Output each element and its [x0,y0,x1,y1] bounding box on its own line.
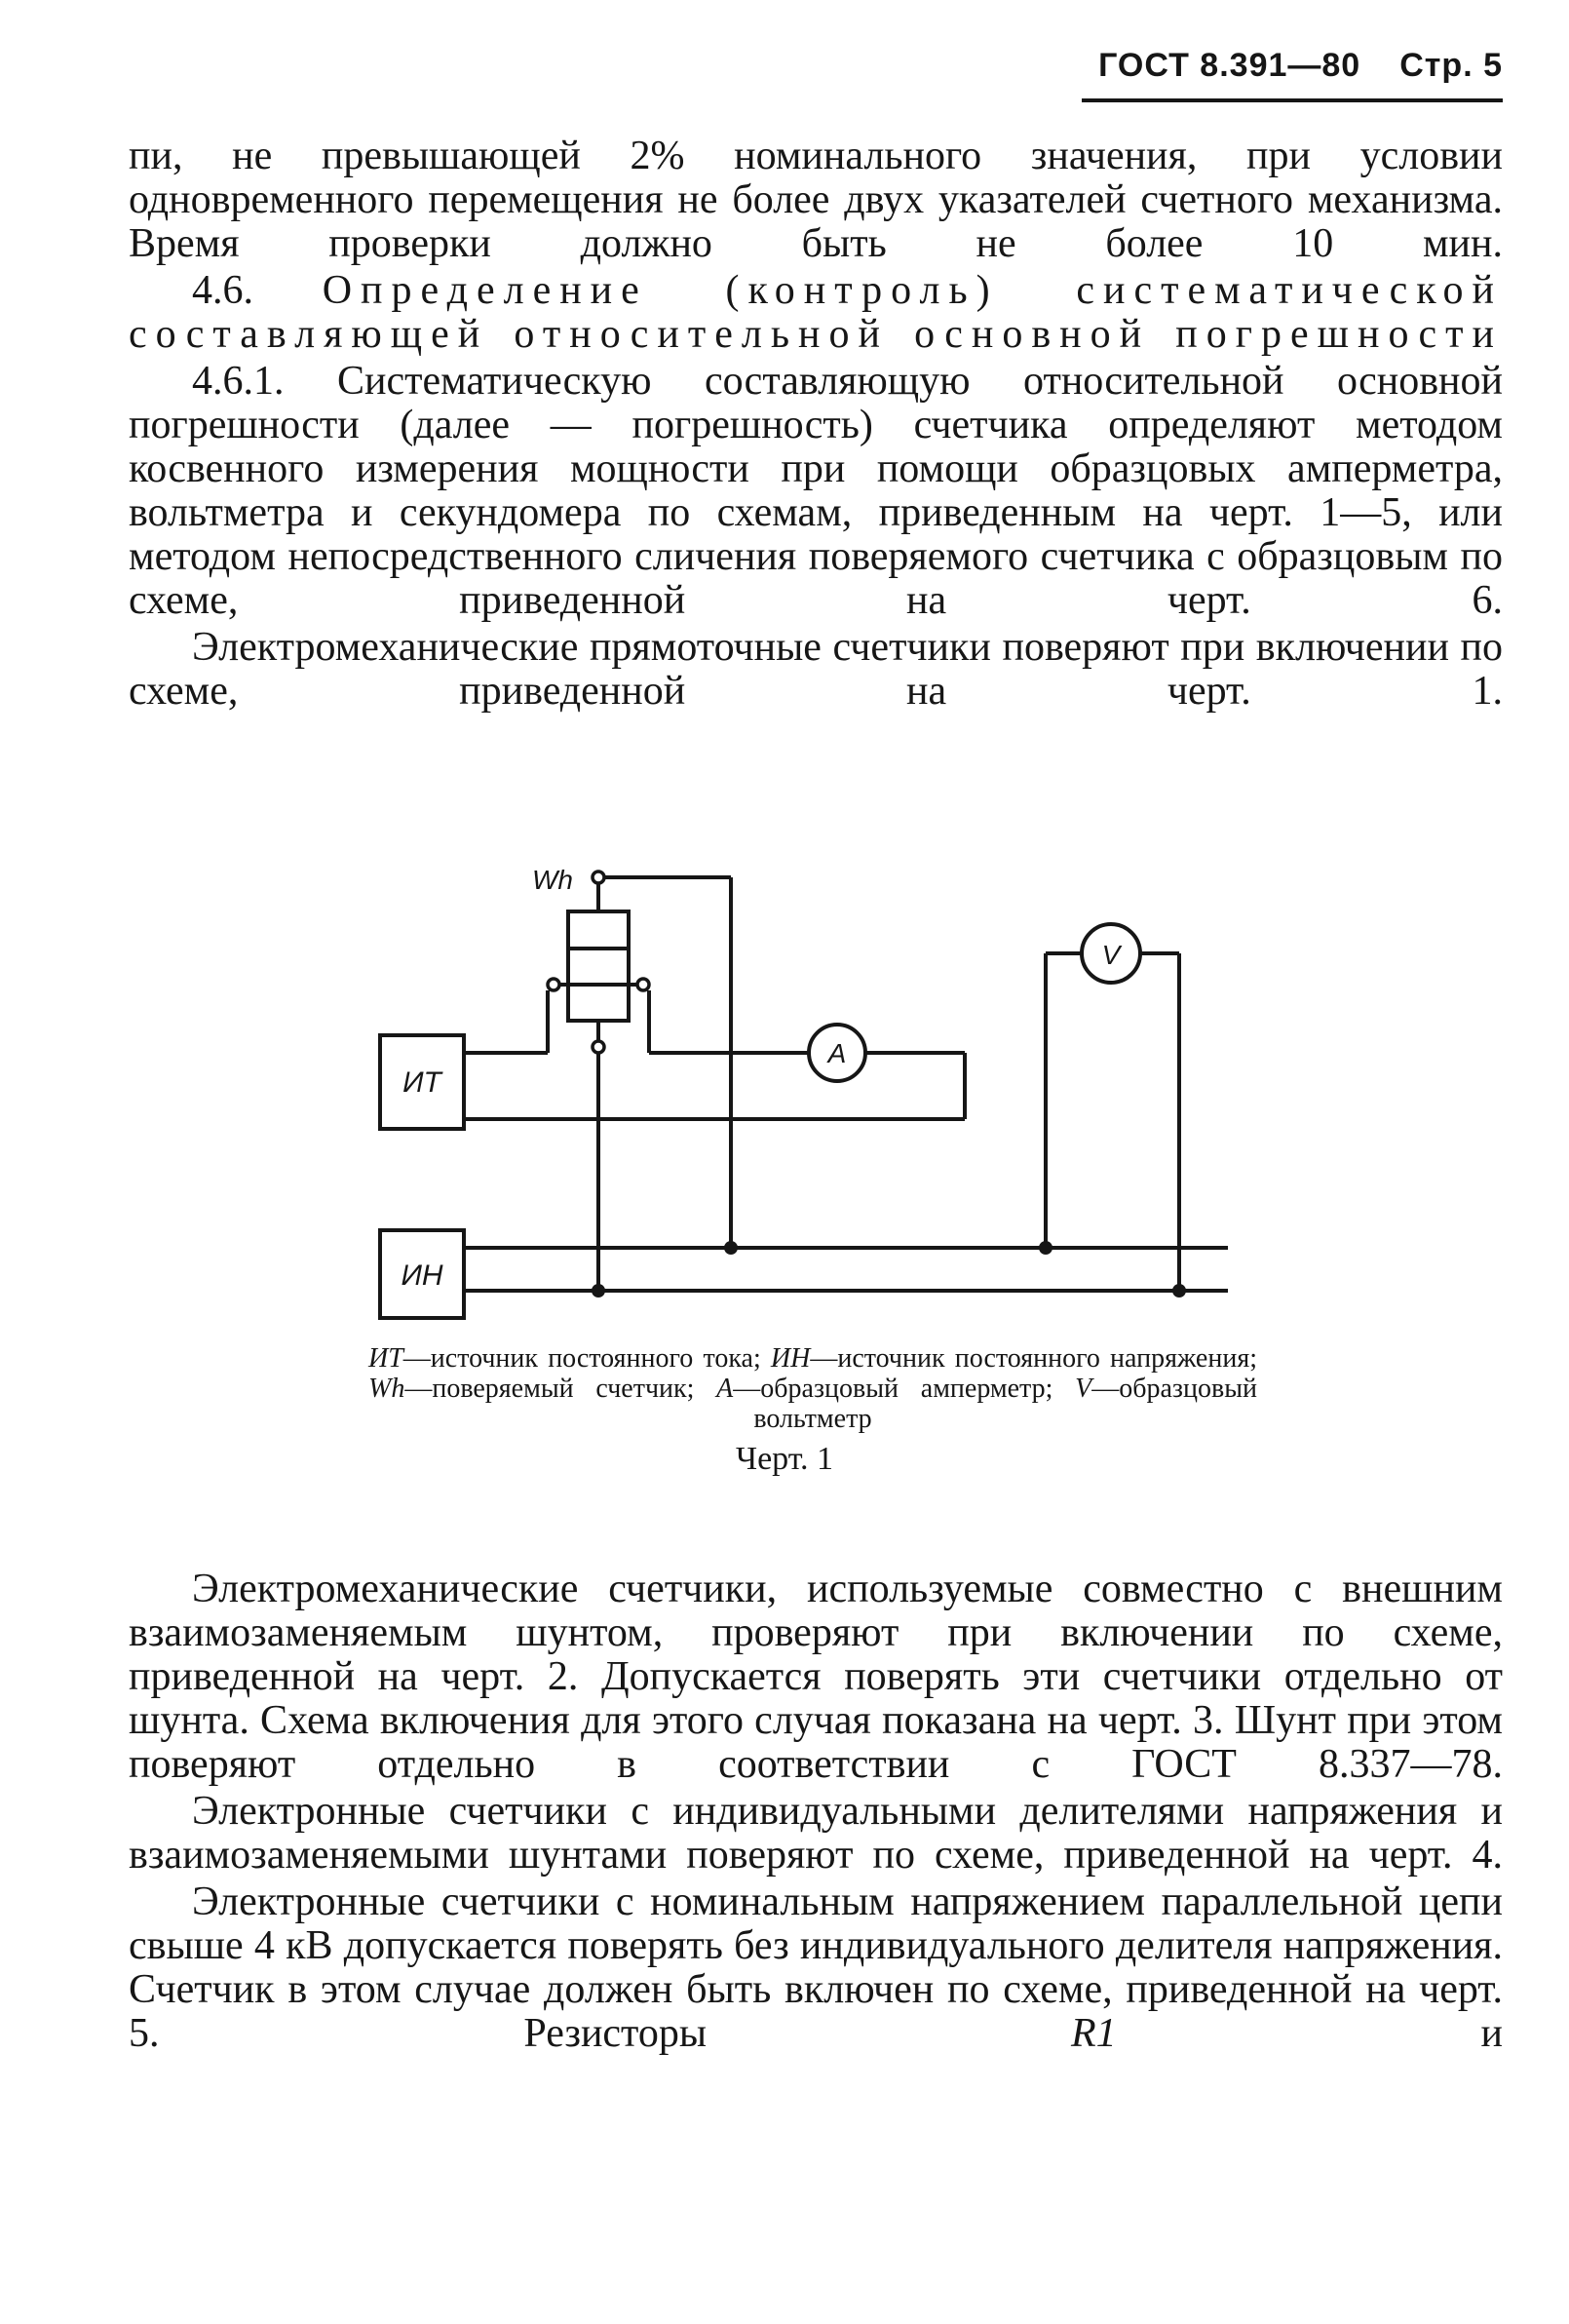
caption-abbr-in: ИН [770,1343,811,1374]
caption-abbr-it: ИТ [368,1343,403,1374]
paragraph-direct-meters: Электромеханические прямоточные счетчики поверяют при включении по схеме, приведенной на черт. 1. [129,625,1503,714]
text-block-top [129,135,1503,717]
section-number: 4.6. [192,268,253,313]
caption-desc-it: —источник постоянного тока; [402,1343,771,1374]
page-number: Стр. 5 [1399,47,1503,84]
junction-dot [1039,1241,1052,1255]
junction-dot [724,1241,738,1255]
paragraph-4-6-1: 4.6.1. Систематическую составляющую относительной основной погрешности (далее — погрешность) счетчика определяют методом косвенного измерения мощности при помощи образцовых амперметра, вольтметра и секундомера по схемам, приведенным на черт. 1—5, или методом непосредственного сличения поверяемого счетчика с образцовым по схеме, приведенной на черт. 6. [129,359,1503,623]
terminal-top [593,872,604,883]
figure-label: Черт. 1 [735,1441,834,1477]
text-block-bottom [129,1568,1503,2059]
circuit-diagram [361,848,1238,1336]
paragraph-high-voltage-text: Электронные счетчики с номинальным напряжением параллельной цепи свыше 4 кВ допускается поверять без индивидуального делителя напряжения. Счетчик в этом случае должен быть включен по схеме, приведенной на черт. 5. Резисторы [129,1879,1503,2056]
header-rule [1082,98,1503,102]
caption-abbr-v: V [1075,1374,1092,1404]
current-source-label: ИТ [402,1066,441,1099]
paragraph-high-voltage-end: и [1116,2011,1503,2056]
voltmeter-label: V [1101,940,1121,970]
caption-desc-in: —источник постоянного напряжения; [810,1343,1257,1374]
junction-dot [592,1284,605,1298]
meter-label: Wh [532,865,573,895]
terminal-right [637,979,649,990]
junction-dot [1172,1284,1186,1298]
caption-desc-v: —образцовый вольтметр [753,1374,1257,1434]
caption-abbr-wh: Wh [368,1374,405,1404]
page-header [1098,47,1503,85]
terminal-bottom [593,1041,604,1053]
resistor-label: R1 [1070,2011,1117,2056]
section-title: Определение (контроль) систематической составляющей относительной основной погрешности [129,268,1503,357]
paragraph-high-voltage [129,1880,1503,2056]
figure-caption [368,1343,1257,1434]
caption-desc-a: —образцовый амперметр; [733,1374,1076,1404]
terminal-left [548,979,559,990]
caption-abbr-a: A [716,1374,734,1404]
meter-body [568,911,629,1021]
paragraph-continuation: пи, не превышающей 2% номинального значения, при условии одновременного перемещения не более двух указателей счетного механизма. Время проверки должно быть не более 10 мин. [129,134,1503,266]
voltage-source-label: ИН [401,1259,443,1292]
section-heading [129,269,1503,357]
paragraph-electronic-dividers: Электронные счетчики с индивидуальными делителями напряжения и взаимозаменяемыми шунтами поверяют по схеме, приведенной на черт. 4. [129,1789,1503,1878]
paragraph-shunt-meters: Электромеханические счетчики, используемые совместно с внешним взаимозаменяемым шунтом, проверяют при включении по схеме, приведенной на черт. 2. Допускается поверять эти счетчики отдельно от шунта. Схема включения для этого случая показана на черт. 3. Шунт при этом поверяют отдельно в соответствии с ГОСТ 8.337—78. [129,1567,1503,1787]
caption-desc-wh: —поверяемый счетчик; [404,1374,717,1404]
ammeter-label: A [827,1038,847,1068]
standard-number: ГОСТ 8.391—80 [1098,47,1361,84]
